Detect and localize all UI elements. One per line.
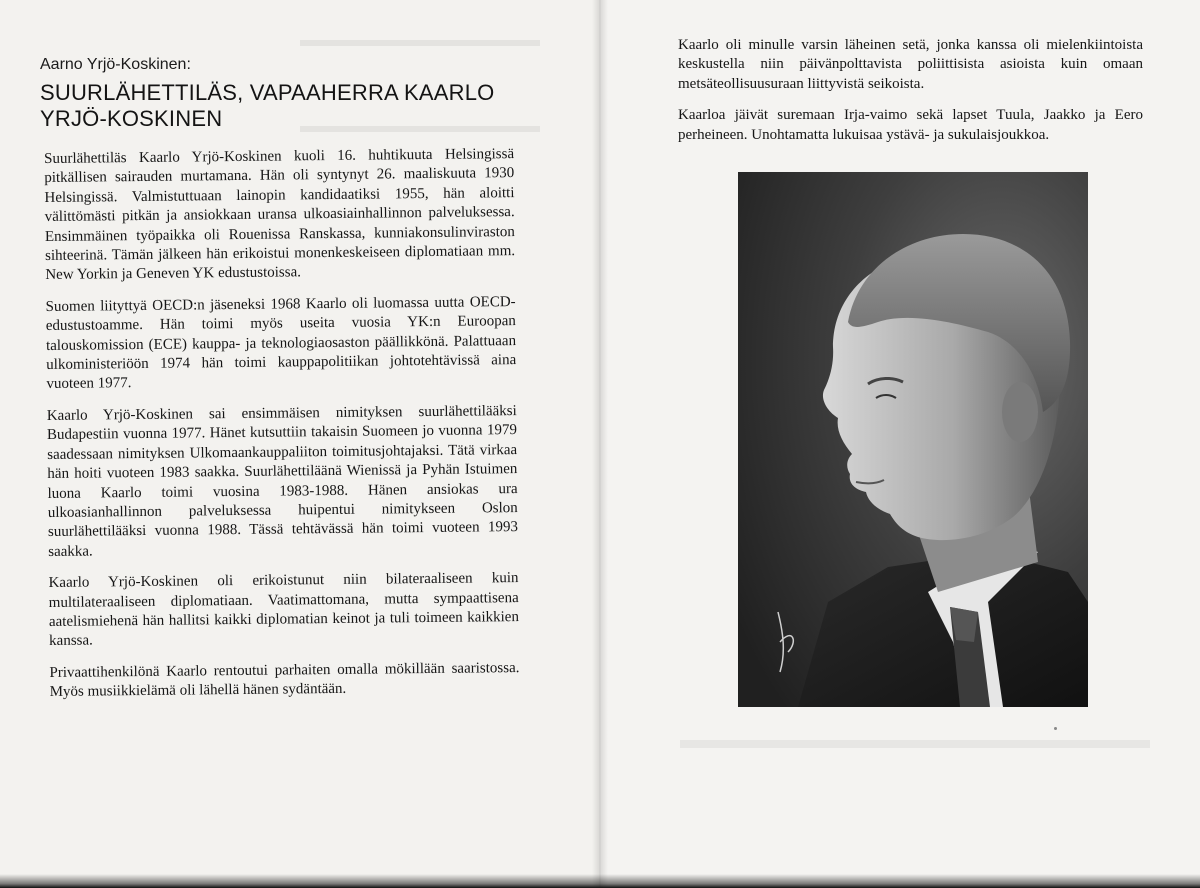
paragraph: Kaarlo Yrjö-Koskinen sai ensimmäisen nimityksen suurlähettilääksi Budapestiin vuonna 1977. Hänet kutsuttiin takaisin Suomeen jo vuonna 1979 saadessaan nimityksen Ulkomaankauppaliiton toimitusjohtajaksi. Tätä virkaa hän hoiti vuoteen 1983 saakka. Suurlähettiläänä Wienissä ja Pyhän Istuimen luona Kaarlo toimi vuosina 1983-1988. Hänen ansiokas ura ulkoasianhallinnon palveluksessa huipentui nimitykseen Oslon suurlähettilääksi vuonna 1988. Tässä tehtävässä hän toimi vuoteen 1993 saakka. (46, 402, 519, 560)
paragraph: Kaarlo oli minulle varsin läheinen setä, jonka kanssa oli mielenkiintoista keskustella niin päivänpolttavista poliittisista asioista kuin omaan metsäteollisuusuraan liittyvistä seikoista. (678, 37, 1143, 92)
paragraph: Suomen liityttyä OECD:n jäseneksi 1968 Kaarlo oli luomassa uutta OECD-edustustoamme. Hän toimi myös useita vuosia YK:n Euroopan talouskomission (ECE) kauppa- ja teknologiaosaston päällikkönä. Palattuaan ulkoministeriöön 1974 hän toimi kauppapolitiikan johtotehtävissä aina vuoteen 1977. (45, 293, 517, 393)
book-gutter (592, 0, 608, 888)
bleed-through-right (680, 740, 1150, 838)
obituary-continuation (678, 36, 1143, 157)
author-line: Aarno Yrjö-Koskinen: (40, 56, 191, 73)
paragraph: Kaarlo Yrjö-Koskinen oli erikoistunut niin bilateraaliseen kuin multilateraaliseen diplomatiaan. Vaatimattomana, mutta sympaattisena aatelismiehenä hän hallitsi kaikki diplomatian keinot ja tuli toimeen kaikkien kanssa. (48, 570, 520, 650)
paragraph: Privaattihenkilönä Kaarlo rentoutui parhaiten omalla mökillään saaristossa. Myös musiikkielämä oli lähellä hänen sydäntään. (49, 659, 520, 701)
portrait-illustration (738, 172, 1088, 707)
paper-speck (1054, 727, 1057, 730)
portrait-photo (738, 172, 1088, 707)
obituary-body (44, 145, 520, 714)
right-page (600, 0, 1200, 888)
paragraph: Kaarloa jäivät suremaan Irja-vaimo sekä lapset Tuula, Jaakko ja Eero perheineen. Unohtamatta lukuisaa ystävä- ja sukulaisjoukkoa. (678, 107, 1143, 143)
scan-bottom-edge (0, 874, 1200, 888)
page-title: SUURLÄHETTILÄS, VAPAAHERRA KAARLO YRJÖ-KOSKINEN (40, 80, 495, 131)
paragraph: Suurlähettiläs Kaarlo Yrjö-Koskinen kuoli 16. huhtikuuta Helsingissä pitkällisen sairauden murtamana. Hän oli syntynyt 26. maaliskuuta 1930 Helsingissä. Valmistuttuaan lainopin kandidaatiksi 1955, hän aloitti välittömästi pitkän ja ansiokkaan uransa ulkoasiainhallinnon palveluksessa. Ensimmäinen työpaikka oli Rouenissa Ranskassa, kunniakonsulinviraston sihteerinä. Tämän jälkeen hän erikoistui monenkeskeiseen diplomatiaan mm. New Yorkin ja Geneven YK edustustoissa. (44, 146, 516, 284)
